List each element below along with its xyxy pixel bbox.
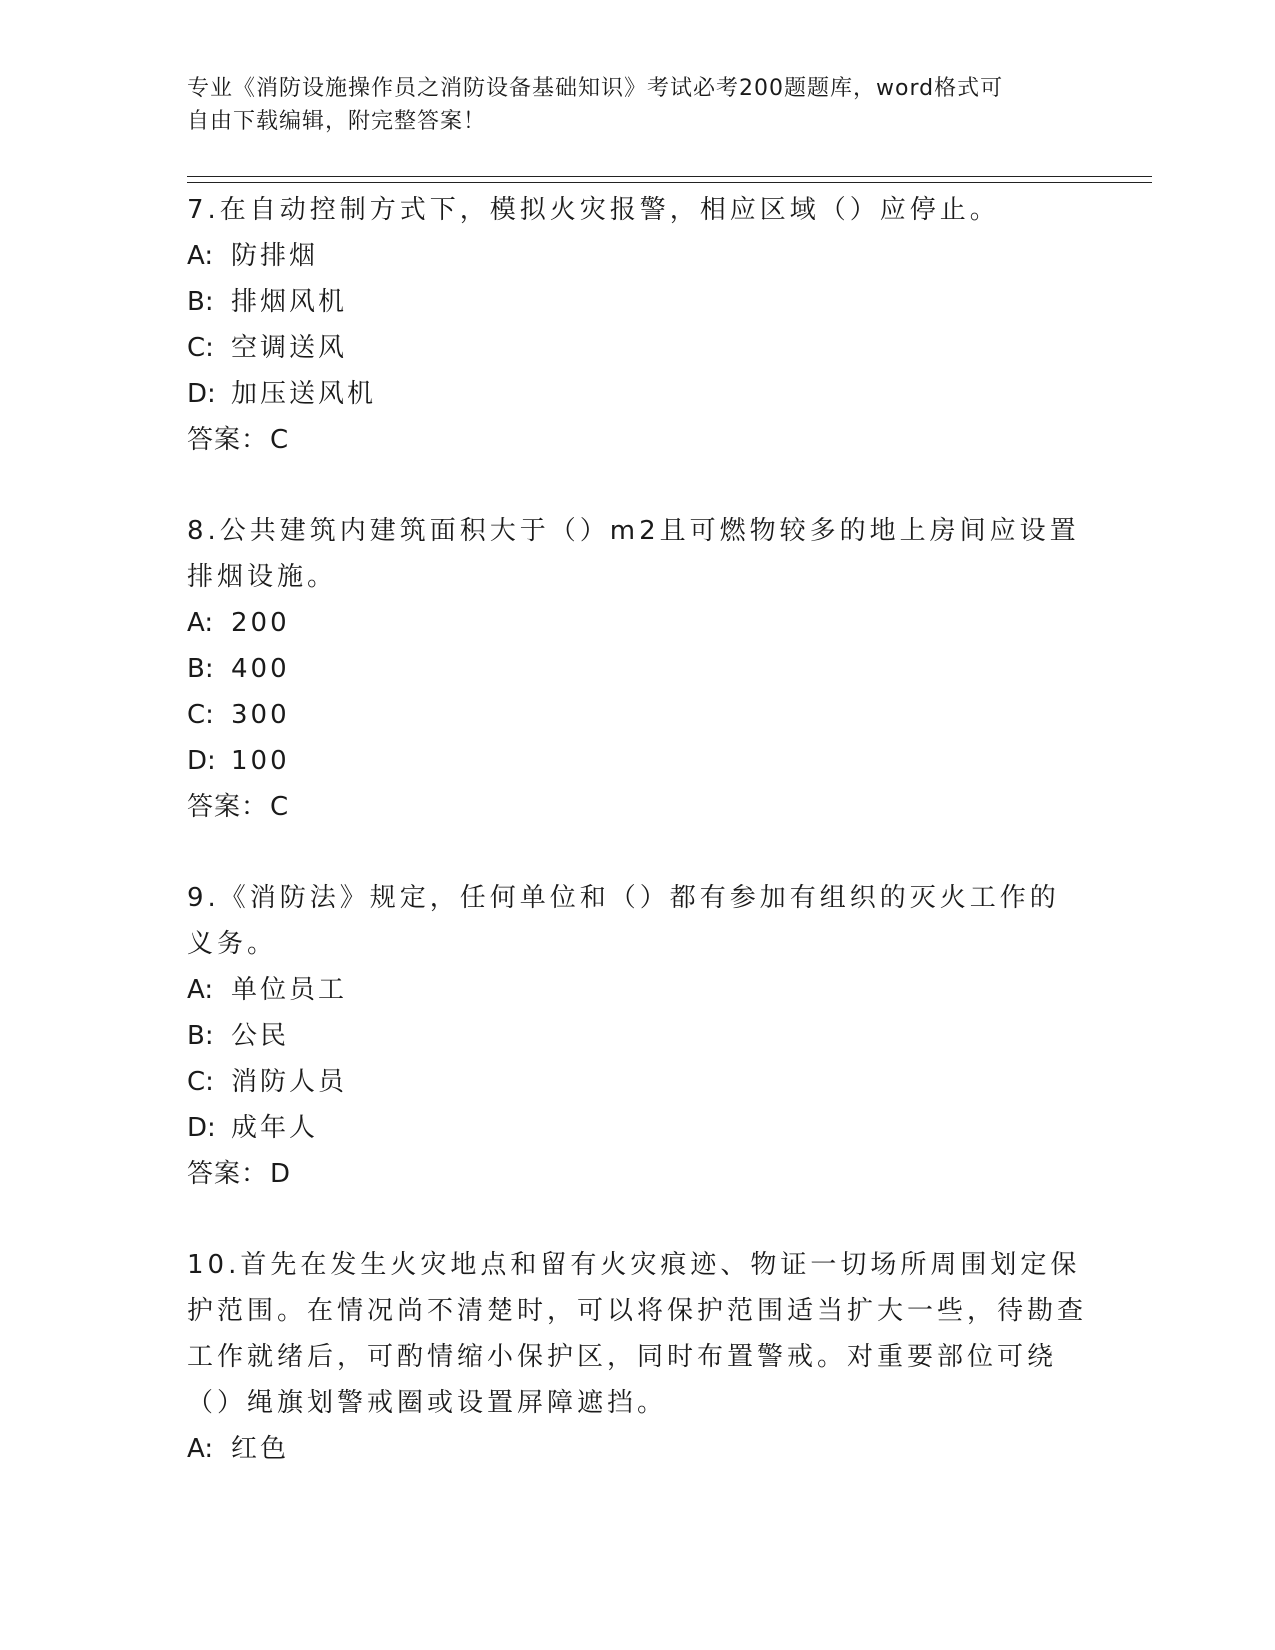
option-d (187, 371, 1087, 417)
option-b (187, 646, 1087, 692)
question-7 (187, 187, 1087, 463)
header-line-1: 专业《消防设施操作员之消防设备基础知识》考试必考200题题库，word格式可 (187, 76, 1004, 101)
header-divider-top (187, 176, 1152, 177)
answer-label: 答案： (187, 425, 269, 455)
option-b (187, 1013, 1087, 1059)
option-d (187, 1105, 1087, 1151)
answer-label: 答案： (187, 792, 269, 822)
option-letter: D: (187, 1113, 216, 1143)
answer-line (187, 784, 1087, 830)
answer-line (187, 1151, 1087, 1197)
option-text: 200 (231, 608, 290, 638)
option-c (187, 325, 1087, 371)
option-d (187, 738, 1087, 784)
answer-line (187, 417, 1087, 463)
option-text: 成年人 (231, 1113, 319, 1143)
document-header (187, 72, 1087, 138)
question-text: 9.《消防法》规定，任何单位和（）都有参加有组织的灭火工作的义务。 (187, 883, 1060, 959)
answer-value: C (270, 792, 290, 822)
option-text: 加压送风机 (231, 379, 377, 409)
option-letter: D: (187, 379, 216, 409)
option-letter: C: (187, 1067, 214, 1097)
header-line-2: 自由下载编辑，附完整答案！ (187, 109, 487, 134)
option-a (187, 600, 1087, 646)
answer-value: D (270, 1159, 292, 1189)
option-letter: D: (187, 746, 216, 776)
option-letter: A: (187, 608, 214, 638)
question-10 (187, 1242, 1087, 1472)
option-letter: A: (187, 241, 214, 271)
option-letter: A: (187, 1434, 214, 1464)
option-letter: A: (187, 975, 214, 1005)
option-letter: C: (187, 333, 214, 363)
option-b (187, 279, 1087, 325)
option-text: 100 (231, 746, 290, 776)
option-text: 300 (231, 700, 290, 730)
option-letter: B: (187, 1021, 214, 1051)
question-8 (187, 508, 1087, 830)
option-a (187, 233, 1087, 279)
option-text: 消防人员 (231, 1067, 348, 1097)
option-letter: B: (187, 654, 214, 684)
option-letter: B: (187, 287, 214, 317)
option-a (187, 1426, 1087, 1472)
option-text: 防排烟 (231, 241, 319, 271)
answer-value: C (270, 425, 290, 455)
question-text: 8.公共建筑内建筑面积大于（）m2且可燃物较多的地上房间应设置排烟设施。 (187, 516, 1080, 592)
answer-label: 答案： (187, 1159, 269, 1189)
option-letter: C: (187, 700, 214, 730)
option-a (187, 967, 1087, 1013)
question-text: 10.首先在发生火灾地点和留有火灾痕迹、物证一切场所周围划定保护范围。在情况尚不清楚时，可以将保护范围适当扩大一些，待勘查工作就绪后，可酌情缩小保护区，同时布置警戒。对重要部位可绕（）绳旗划警戒圈或设置屏障遮挡。 (187, 1250, 1088, 1418)
option-text: 排烟风机 (231, 287, 348, 317)
option-text: 单位员工 (231, 975, 348, 1005)
question-list (187, 187, 1087, 1517)
question-9 (187, 875, 1087, 1197)
option-text: 公民 (231, 1021, 290, 1051)
option-text: 红色 (231, 1434, 290, 1464)
header-divider-bottom (187, 182, 1152, 183)
question-text: 7.在自动控制方式下，模拟火灾报警，相应区域（）应停止。 (187, 195, 1000, 225)
option-c (187, 1059, 1087, 1105)
option-text: 空调送风 (231, 333, 348, 363)
option-text: 400 (231, 654, 290, 684)
option-c (187, 692, 1087, 738)
